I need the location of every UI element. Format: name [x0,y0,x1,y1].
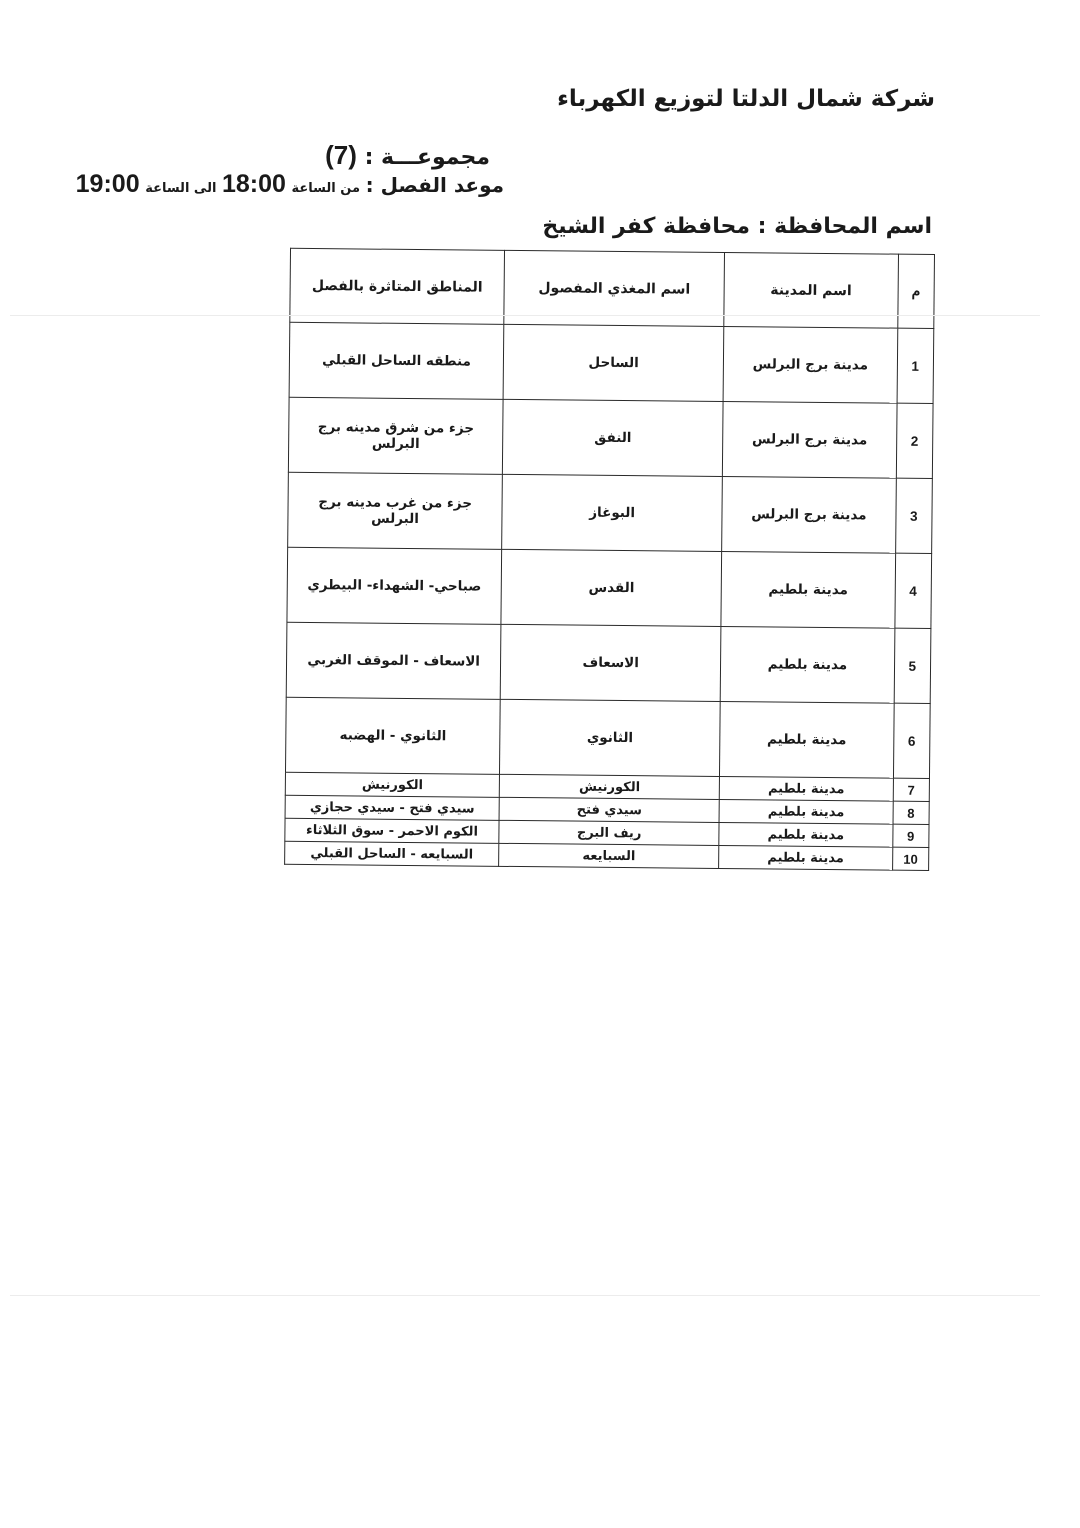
row-city: مدينة بلطيم [719,799,893,824]
row-no: 6 [893,703,930,778]
row-areas: الاسعاف - الموقف الغربي [286,622,501,699]
table-row [285,841,929,870]
row-no: 8 [893,801,930,824]
row-city: مدينة برج البرلس [723,326,897,403]
row-areas: الكورنيش [285,772,499,797]
schedule-label: موعد الفصل : [365,173,504,197]
row-city: مدينة بلطيم [720,626,894,703]
row-city: مدينة بلطيم [719,845,893,870]
row-areas: السبايعه - الساحل القبلي [285,841,499,866]
power-cut-table [284,248,935,871]
header-areas: المناطق المتاثرة بالفصل [290,248,505,324]
row-city: مدينة بلطيم [719,776,893,801]
row-city: مدينة بلطيم [719,822,893,847]
row-no: 1 [897,328,934,403]
scan-artifact-line [10,315,1040,316]
row-areas: جزء من شرق مدينه برج البرلس [288,397,503,474]
row-city: مدينة بلطيم [721,551,895,628]
row-feeder: السبايعه [499,843,719,868]
row-no: 5 [894,628,931,703]
row-no: 3 [895,478,932,553]
row-feeder: سيدي فتح [499,797,719,822]
group-number: (7) [325,140,357,170]
schedule-to-time: 19:00 [75,170,140,198]
row-no: 7 [893,778,930,801]
row-no: 9 [892,824,929,847]
header-feeder: اسم المغذي المفصول [504,250,725,326]
scan-artifact-line [10,1295,1040,1296]
header-no: م [897,254,934,328]
row-feeder: القدس [501,549,722,626]
table-row [287,547,932,628]
row-areas: منطقه الساحل القبلي [289,322,504,399]
row-areas: الكوم الاحمر - سوق الثلاثاء [285,818,499,843]
row-feeder: النفق [503,399,724,476]
cut-schedule [76,170,504,199]
table-row [285,697,930,778]
header-city: اسم المدينة [724,252,898,328]
row-feeder: ريف البرج [499,820,719,845]
schedule-from-text: من الساعة [291,181,361,196]
schedule-from-time: 18:00 [222,170,286,198]
row-no: 2 [896,403,933,478]
row-areas: صباحي- الشهداء- البيطري [287,547,502,624]
row-city: مدينة برج البرلس [722,476,896,553]
row-feeder: الساحل [503,324,724,401]
row-no: 4 [895,553,932,628]
table-row [286,622,931,703]
table-row [288,397,933,478]
row-feeder: الثانوي [500,699,721,776]
table-row [288,472,933,553]
row-city: مدينة بلطيم [720,701,894,778]
row-feeder: البوغاز [502,474,723,551]
company-name: شركة شمال الدلتا لتوزيع الكهرباء [557,86,935,112]
row-city: مدينة برج البرلس [723,401,897,478]
governorate-name: اسم المحافظة : محافظة كفر الشيخ [542,214,932,239]
group-label: مجموعـــة : [364,145,490,170]
row-feeder: الكورنيش [499,774,719,799]
row-feeder: الاسعاف [500,624,721,701]
row-areas: الثانوي - الهضبه [285,697,500,774]
row-areas: سيدي فتح - سيدي حجازي [285,795,499,820]
group-line [325,140,490,171]
row-areas: جزء من غرب مدينه برج البرلس [288,472,503,549]
schedule-to-text: الى الساعة [145,181,217,196]
table-row [289,322,934,403]
table-header-row [290,248,935,328]
row-no: 10 [892,847,929,870]
